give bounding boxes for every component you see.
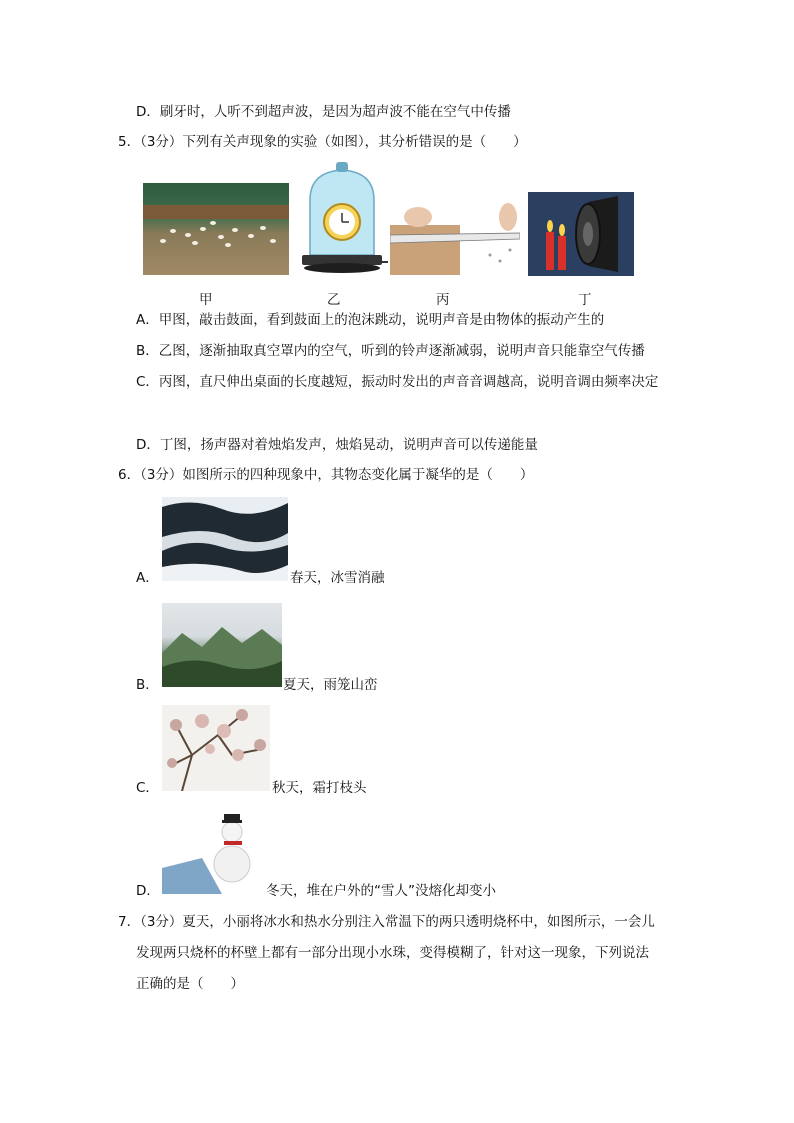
speaker-candle-image (528, 192, 634, 276)
q6-option-c-letter: C． (136, 780, 159, 796)
q6-stem: 6．（3分）如图所示的四种现象中，其物态变化属于凝华的是（ ） (118, 467, 534, 483)
q5-option-c: C．丙图，直尺伸出桌面的长度越短，振动时发出的声音音调越高，说明音调由频率决定 (136, 374, 659, 390)
bell-jar-image (296, 160, 388, 275)
q6-option-a-text: 春天，冰雪消融 (290, 570, 385, 586)
q7-line-2: 发现两只烧杯的杯壁上都有一部分出现小水珠，变得模糊了，针对这一现象，下列说法 (136, 945, 649, 961)
q4-option-d: D．刷牙时，人听不到超声波，是因为超声波不能在空气中传播 (136, 104, 511, 120)
q5-option-d: D．丁图，扬声器对着烛焰发声，烛焰晃动，说明声音可以传递能量 (136, 437, 538, 453)
drum-foam-image (143, 183, 289, 275)
caption-yi: 乙 (327, 292, 341, 308)
q5-stem: 5．（3分）下列有关声现象的实验（如图），其分析错误的是（ ） (118, 134, 527, 150)
ruler-image (390, 195, 520, 275)
caption-jia: 甲 (199, 292, 213, 308)
q6-option-c-text: 秋天，霜打枝头 (272, 780, 367, 796)
q6-option-a-letter: A． (136, 570, 159, 586)
caption-bing: 丙 (436, 292, 450, 308)
melting-ice-image (162, 497, 288, 581)
q6-option-b-text: 夏天，雨笼山峦 (283, 677, 378, 693)
q5-option-a: A．甲图，敲击鼓面，看到鼓面上的泡沫跳动，说明声音是由物体的振动产生的 (136, 312, 605, 328)
frost-branch-image (162, 705, 270, 791)
q6-option-d-text: 冬天，堆在户外的“雪人”没熔化却变小 (266, 883, 496, 899)
q5-option-b: B．乙图，逐渐抽取真空罩内的空气，听到的铃声逐渐减弱，说明声音只能靠空气传播 (136, 343, 645, 359)
snowman-image (162, 808, 266, 894)
q6-option-b-letter: B． (136, 677, 159, 693)
q7-line-3: 正确的是（ ） (136, 976, 244, 992)
q7-line-1: 7．（3分）夏天，小丽将冰水和热水分别注入常温下的两只透明烧杯中，如图所示，一会儿 (118, 914, 655, 930)
misty-mountain-image (162, 603, 282, 687)
q6-option-d-letter: D． (136, 883, 160, 899)
caption-ding: 丁 (578, 292, 592, 308)
